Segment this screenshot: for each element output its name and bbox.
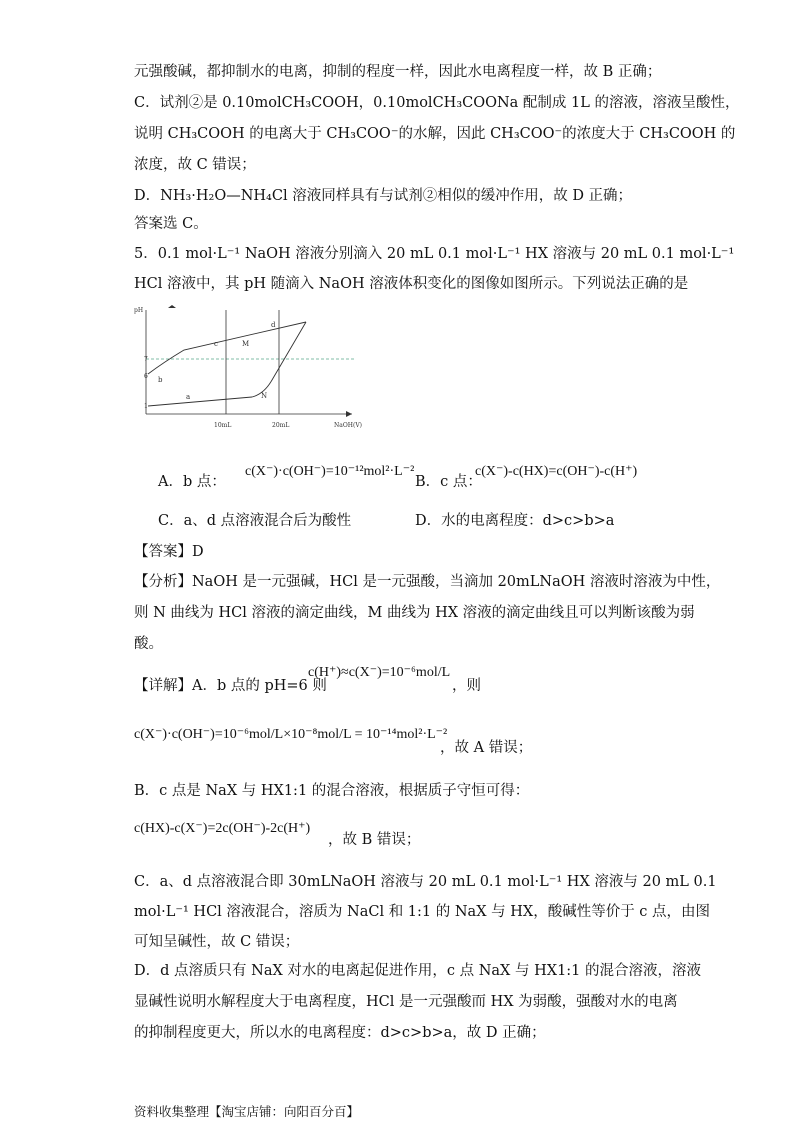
option-D: D．水的电离程度：d>c>b>a [415,513,615,529]
detail-D-line: 显碱性说明水解程度大于电离程度，HCl 是一元强酸而 HX 为弱酸，强酸对水的电离 [134,994,678,1010]
detail-C-line: 可知呈碱性，故 C 错误； [134,934,300,950]
text-line: 浓度，故 C 错误； [134,157,256,173]
question-text: 5．0.1 mol·L⁻¹ NaOH 溶液分别滴入 20 mL 0.1 mol·L⁻¹ HX 溶液与 20 mL 0.1 mol·L⁻¹ [134,246,735,262]
analysis-line: 酸。 [134,636,163,652]
point-d: d [271,321,276,329]
option-B-expr: c(X⁻)-c(HX)=c(OH⁻)-c(H⁺) [475,464,638,479]
curve-N-label: N [261,392,268,400]
option-A-expr: c(X⁻)·c(OH⁻)=10⁻¹²mol²·L⁻² [245,464,415,479]
analysis-line: 【分析】NaOH 是一元强碱，HCl 是一元强酸，当滴加 20mLNaOH 溶液时溶液为中性， [134,574,721,590]
option-C: C．a、d 点溶液混合后为酸性 [158,513,352,529]
point-c: c [214,340,218,348]
x-tick-10: 10mL [214,422,232,429]
y-axis-label: pH [134,307,144,314]
option-B-label: B．c 点： [415,474,482,490]
detail-D-line: 的抑制程度更大，所以水的电离程度：d>c>b>a，故 D 正确； [134,1025,546,1041]
y-tick-7: 7 [144,356,148,363]
point-b: b [158,376,163,384]
text-line: D．NH₃·H₂O—NH₄Cl 溶液同样具有与试剂②相似的缓冲作用，故 D 正确； [134,188,633,204]
analysis-line: 则 N 曲线为 HCl 溶液的滴定曲线，M 曲线为 HX 溶液的滴定曲线且可以判断该酸为弱 [134,605,695,621]
detail-C-line: C．a、d 点溶液混合即 30mLNaOH 溶液与 20 mL 0.1 mol·L⁻¹ HX 溶液与 20 mL 0.1 [134,874,717,890]
curve-M-label: M [242,340,250,348]
y-tick-6: 6 [144,373,148,380]
question-text: HCl 溶液中，其 pH 随滴入 NaOH 溶液体积变化的图像如图所示。下列说法正确的是 [134,276,689,292]
detail-B-suffix: ，故 B 错误； [328,832,421,848]
x-tick-20: 20mL [272,422,290,429]
text-line: 说明 CH₃COOH 的电离大于 CH₃COO⁻的水解，因此 CH₃COO⁻的浓度大于 CH₃COOH 的 [134,126,736,142]
answer-label: 【答案】D [134,544,204,560]
titration-graph [134,302,364,437]
detail-B-expr: c(HX)-c(X⁻)=2c(OH⁻)-2c(H⁺) [134,821,311,836]
x-axis-arrow [346,411,352,417]
y-tick-1: 1 [144,403,148,410]
detail-expr1: c(H⁺)≈c(X⁻)=10⁻⁶mol/L [308,665,451,680]
detail-expr2: c(X⁻)·c(OH⁻)=10⁻⁶mol/L×10⁻⁸mol/L = 10⁻¹⁴mol²·L⁻² [134,727,448,742]
detail-B-line: B．c 点是 NaX 与 HX1:1 的混合溶液，根据质子守恒可得： [134,783,530,799]
text-line: C．试剂②是 0.10molCH₃COOH，0.10molCH₃COONa 配制成 1L 的溶液，溶液呈酸性， [134,95,740,111]
detail-D-line: D．d 点溶质只有 NaX 对水的电离起促进作用，c 点 NaX 与 HX1:1 的混合溶液，溶液 [134,963,702,979]
detail-C-line: mol·L⁻¹ HCl 溶液混合，溶质为 NaCl 和 1:1 的 NaX 与 HX，酸碱性等价于 c 点，由图 [134,904,711,920]
footer-note: 资料收集整理【淘宝店铺：向阳百分百】 [134,1104,360,1119]
y-axis-arrow [168,305,176,308]
option-A-label: A．b 点： [158,474,226,490]
detail-prefix: 【详解】A．b 点的 pH=6 则 [134,678,327,694]
curve-N [148,322,306,406]
detail-suffix2: ，故 A 错误； [440,740,533,756]
text-line: 答案选 C。 [134,216,208,232]
text-line: 元强酸碱，都抑制水的电离，抑制的程度一样，因此水电离程度一样，故 B 正确； [134,64,662,80]
point-a: a [186,393,191,401]
x-axis-label: NaOH(V) [334,422,362,429]
curve-M [148,322,306,374]
detail-suffix1: ，则 [452,678,481,694]
